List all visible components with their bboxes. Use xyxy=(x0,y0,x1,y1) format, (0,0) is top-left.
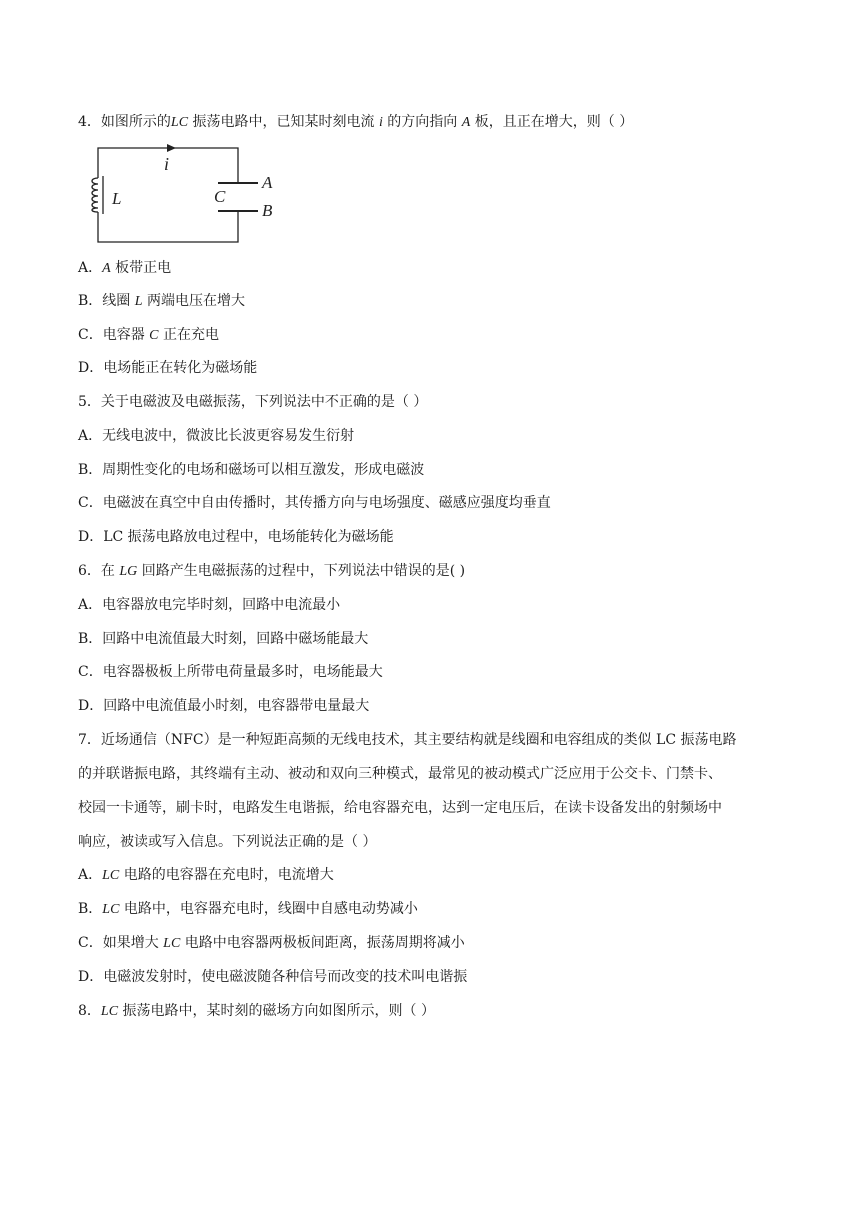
q4-option-a-prefix: A． xyxy=(78,260,103,276)
inductor-coil-icon xyxy=(92,176,103,214)
q7-option-a-var: LC xyxy=(102,868,120,883)
q7-option-b xyxy=(78,899,418,919)
q4-stem-mid2: 的方向指向 xyxy=(382,114,462,130)
q4-option-a-text: 板带正电 xyxy=(110,260,172,276)
q8-stem-prefix: 8． xyxy=(78,1003,101,1019)
q4-option-b-var: L xyxy=(134,294,143,309)
q5-option-d: D．LC 振荡电路放电过程中，电场能转化为磁场能 xyxy=(78,529,394,545)
q5-option-c: C．电磁波在真空中自由传播时，其传播方向与电场强度、磁感应强度均垂直 xyxy=(78,495,551,511)
q5-stem: 5．关于电磁波及电磁振荡，下列说法中不正确的是（ ） xyxy=(78,394,428,410)
q6-stem xyxy=(78,561,465,581)
lc-circuit-diagram xyxy=(88,140,288,250)
q7-option-b-text: 电路中，电容器充电时，线圈中自感电动势减小 xyxy=(119,901,418,917)
q4-stem-a: A xyxy=(461,115,471,130)
q4-option-c xyxy=(78,325,219,345)
q4-option-d: D．电场能正在转化为磁场能 xyxy=(78,360,258,376)
current-arrow-icon xyxy=(167,144,176,152)
q7-stem-line2: 的并联谐振电路，其终端有主动、被动和双向三种模式，最常见的被动模式广泛应用于公交卡、门禁卡、 xyxy=(78,766,722,782)
label-plate-a: A xyxy=(262,173,273,192)
q8-stem-suffix: 振荡电路中，某时刻的磁场方向如图所示，则（ ） xyxy=(118,1003,435,1019)
q5-option-a: A．无线电波中，微波比长波更容易发生衍射 xyxy=(78,428,355,444)
q4-option-a xyxy=(78,258,171,278)
q8-stem xyxy=(78,1001,435,1021)
label-capacitor-c: C xyxy=(214,187,226,206)
q6-option-b: B．回路中电流值最大时刻，回路中磁场能最大 xyxy=(78,631,369,647)
q4-option-c-var: C xyxy=(149,328,159,343)
q7-option-c xyxy=(78,933,465,953)
q4-option-b xyxy=(78,291,245,311)
q7-option-c-prefix: C．如果增大 xyxy=(78,935,164,951)
circuit-bottom-wire xyxy=(98,211,238,242)
q5-option-b: B．周期性变化的电场和磁场可以相互激发，形成电磁波 xyxy=(78,462,425,478)
q7-option-c-var: LC xyxy=(163,936,181,951)
q7-option-a-prefix: A． xyxy=(78,867,103,883)
q6-stem-prefix: 6．在 xyxy=(78,563,120,579)
q7-option-a xyxy=(78,865,334,885)
label-inductor-l: L xyxy=(112,189,122,208)
lc-circuit-figure xyxy=(88,140,288,250)
q4-stem-suffix: 板，且正在增大，则（ ） xyxy=(470,114,634,130)
q4-option-a-var: A xyxy=(102,261,111,276)
label-current-i: i xyxy=(164,154,170,174)
q4-option-b-text: 两端电压在增大 xyxy=(142,293,245,309)
q6-stem-var: LG xyxy=(119,564,138,579)
label-plate-b: B xyxy=(262,201,273,220)
q7-option-b-var: LC xyxy=(102,902,120,917)
q4-option-b-prefix: B．线圈 xyxy=(78,293,135,309)
q4-stem-mid1: 振荡电路中，已知某时刻电流 xyxy=(188,114,379,130)
q6-option-c: C．电容器极板上所带电荷量最多时，电场能最大 xyxy=(78,664,383,680)
q6-stem-suffix: 回路产生电磁振荡的过程中，下列说法中错误的是( ) xyxy=(137,563,466,579)
q4-option-c-prefix: C．电容器 xyxy=(78,327,150,343)
q7-option-a-text: 电路的电容器在充电时，电流增大 xyxy=(119,867,334,883)
q7-option-b-prefix: B． xyxy=(78,901,103,917)
q8-stem-var: LC xyxy=(100,1004,119,1019)
q4-stem-lc: LC xyxy=(170,115,189,130)
q7-stem-line4: 响应，被读或写入信息。下列说法正确的是（ ） xyxy=(78,834,377,850)
q4-option-c-text: 正在充电 xyxy=(158,327,219,343)
q6-option-a: A．电容器放电完毕时刻，回路中电流最小 xyxy=(78,597,341,613)
q7-stem-line1: 7．近场通信（NFC）是一种短距高频的无线电技术，其主要结构就是线圈和电容组成的类似 LC 振荡电路 xyxy=(78,732,737,748)
q4-stem-i: i xyxy=(378,115,383,130)
q6-option-d: D．回路中电流值最小时刻，电容器带电量最大 xyxy=(78,698,370,714)
q7-stem-line3: 校园一卡通等，刷卡时，电路发生电谐振，给电容器充电，达到一定电压后，在读卡设备发出的射频场中 xyxy=(78,800,722,816)
q7-option-d: D．电磁波发射时，使电磁波随各种信号而改变的技术叫电谐振 xyxy=(78,969,468,985)
q4-stem-prefix: 4．如图所示的 xyxy=(78,114,171,130)
q7-option-c-text: 电路中电容器两极板间距离，振荡周期将减小 xyxy=(180,935,465,951)
q4-stem xyxy=(78,112,633,132)
